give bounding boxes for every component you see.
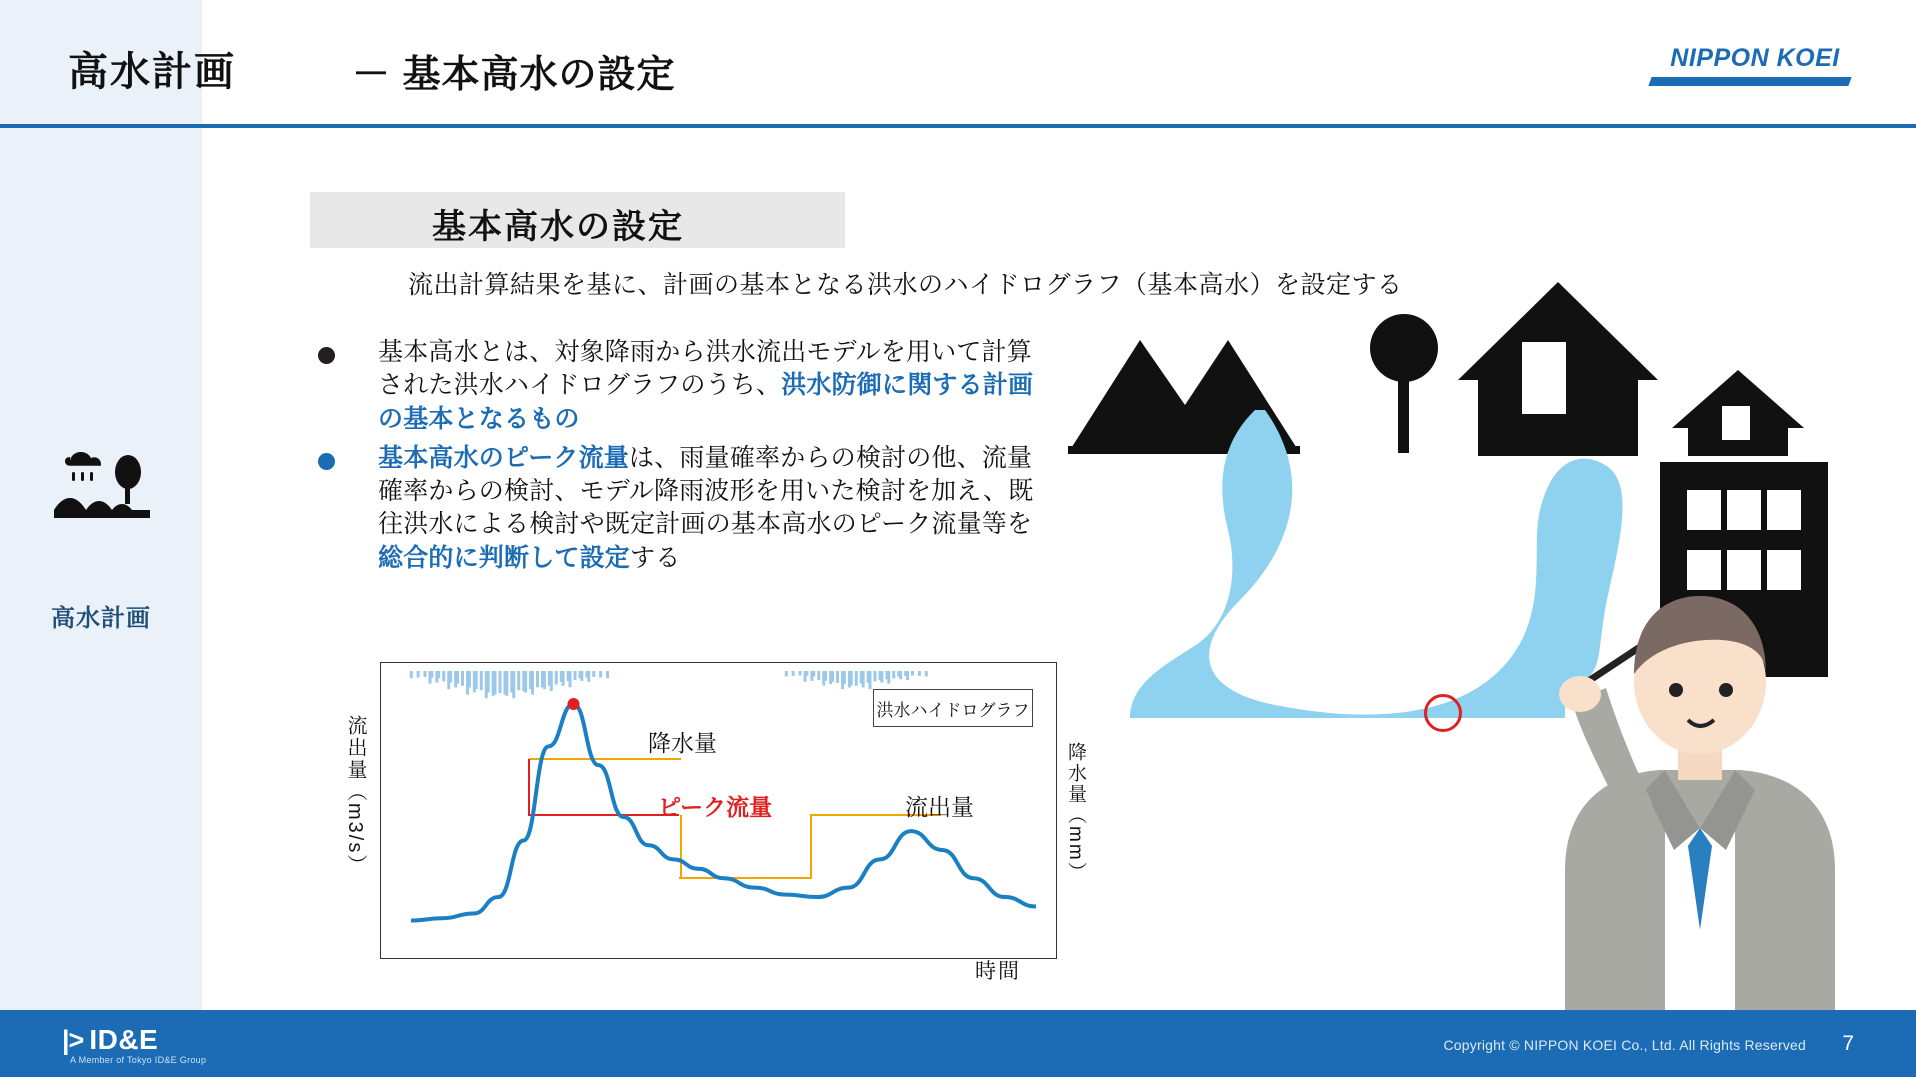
ide-logo-subtext: A Member of Tokyo ID&E Group (70, 1055, 207, 1065)
list-item (318, 336, 1038, 436)
bullet-part-emphasis: 洪水防御に関する計画の基本となるもの (378, 371, 1034, 433)
rainfall-label: 降水量 (648, 730, 717, 756)
logo-text: NIPPON KOEI (1670, 44, 1840, 72)
runoff-label: 流出量 (905, 794, 974, 820)
page-subtitle: － 基本高水の設定 (352, 54, 676, 96)
page-number: 7 (1842, 1032, 1854, 1055)
illustration (1060, 250, 1910, 1010)
logo-bar (1648, 77, 1851, 86)
chart-legend (873, 689, 1033, 727)
chart-x-axis-label: 時間 (975, 960, 1021, 983)
bullet-dot-icon (318, 347, 335, 364)
copyright-text: Copyright © NIPPON KOEI Co., Ltd. All Rights Reserved (1443, 1037, 1806, 1053)
list-item (318, 442, 1038, 575)
bullet-part: は、雨量確率からの検討の他、流量確率からの検討、モデル降雨波形を用いた検討を加え、既往洪水による検討や既定計画の基本高水のピーク流量等を (378, 443, 1034, 539)
chart-y-axis-label-left: 流出量（m3/s） (344, 715, 366, 877)
lead-text: 流出計算結果を基に、計画の基本となる洪水のハイドログラフ（基本高水）を設定する (408, 271, 1403, 299)
bullet-part-emphasis: 総合的に判断して設定 (378, 543, 631, 572)
bullet-part: 基本高水とは、対象降雨から洪水流出モデルを用いて計算された洪水ハイドログラフのうち、 (378, 338, 1032, 400)
chart-y-axis-label-right: 降水量（mm） (1065, 742, 1086, 883)
bullet-list (318, 336, 1038, 581)
bullet-dot-icon (318, 453, 335, 470)
section-heading: 基本高水の設定 (432, 208, 684, 246)
bullet-part: する (630, 543, 681, 572)
header-divider (0, 124, 1916, 128)
red-circle-marker (1424, 694, 1462, 732)
ide-logo (62, 1024, 158, 1056)
ide-logo-mark: |> (62, 1024, 84, 1055)
peak-discharge-label: ピーク流量 (658, 794, 773, 820)
bullet-part-emphasis: 基本高水のピーク流量 (378, 443, 630, 472)
nippon-koei-logo (1650, 46, 1860, 100)
chart-legend-label: 洪水ハイドログラフ (876, 700, 1030, 720)
sidebar-item-label: 高水計画 (51, 605, 151, 632)
ide-logo-text: ID&E (89, 1024, 159, 1055)
bullet-text (378, 336, 1038, 436)
page-title: 高水計画 (68, 50, 236, 94)
bullet-text (378, 442, 1038, 575)
sidebar-divider (202, 0, 205, 1010)
rain-hill-tree-icon (52, 448, 152, 520)
